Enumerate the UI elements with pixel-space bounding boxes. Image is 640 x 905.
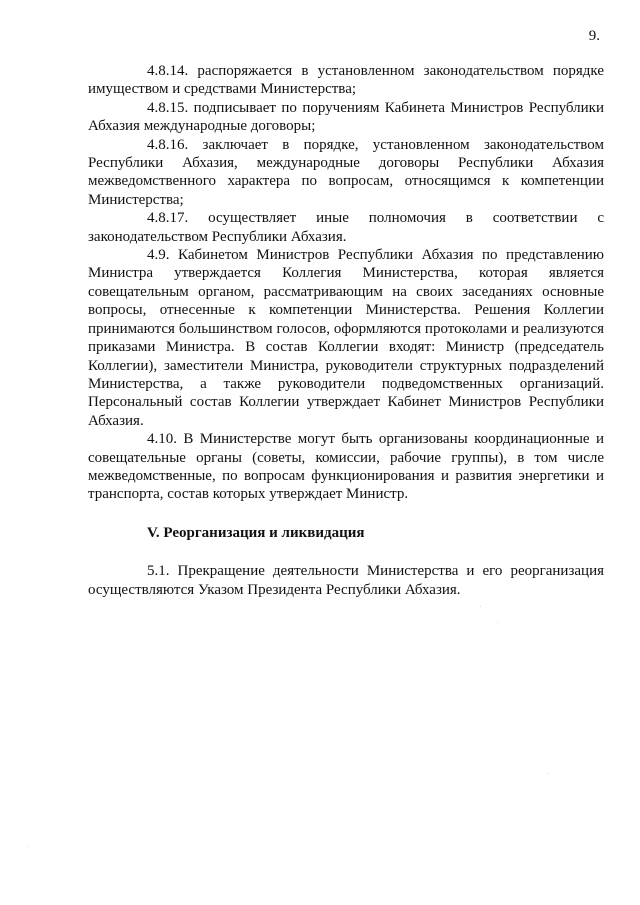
paragraph-5-1: 5.1. Прекращение деятельности Министерства и его реорганизация осуществляются Указом Президента Республики Абхазия. bbox=[88, 563, 604, 598]
section-heading: V. Реорганизация и ликвидация bbox=[147, 524, 365, 541]
scan-speck bbox=[497, 622, 498, 623]
paragraph-4-8-17: 4.8.17. осуществляет иные полномочия в соответствии с законодательством Республики Абхазия. bbox=[88, 210, 604, 245]
scan-speck bbox=[548, 773, 549, 774]
scan-speck bbox=[480, 606, 481, 607]
paragraph-4-8-16: 4.8.16. заключает в порядке, установленном законодательством Республики Абхазия, международные договоры Республики Абхазия межведомственного характера по вопросам, относящимся к компетенции Министерства; bbox=[88, 136, 604, 208]
paragraph-4-9: 4.9. Кабинетом Министров Республики Абхазия по представлению Министра утверждается Коллегия Министерства, которая является совещательным органом, рассматривающим на своих заседаниях основные вопросы, отнесенные к компетенции Министерства. Решения Коллегии принимаются большинством голосов, оформляются протоколами и реализуются приказами Министра. В состав Коллегии входят: Министр (председатель Коллегии), заместители Министра, руководители структурных подразделений Министерства, а также руководители подведомственных организаций. Персональный состав Коллегии утверждает Кабинет Министров Республики Абхазия. bbox=[88, 247, 604, 429]
scan-speck bbox=[28, 846, 29, 847]
document-body bbox=[88, 62, 604, 599]
paragraph-4-8-15: 4.8.15. подписывает по поручениям Кабинета Министров Республики Абхазия международные договоры; bbox=[88, 99, 604, 135]
paragraph-4-8-14: 4.8.14. распоряжается в установленном законодательством порядке имуществом и средствами Министерства; bbox=[88, 63, 604, 98]
paragraph-4-10: 4.10. В Министерстве могут быть организованы координационные и совещательные органы (советы, комиссии, рабочие группы), в том числе межведомственные, по вопросам функционирования и развития энергетики и транспорта, состав которых утверждает Министр. bbox=[88, 431, 604, 503]
page-number: 9. bbox=[588, 28, 600, 44]
